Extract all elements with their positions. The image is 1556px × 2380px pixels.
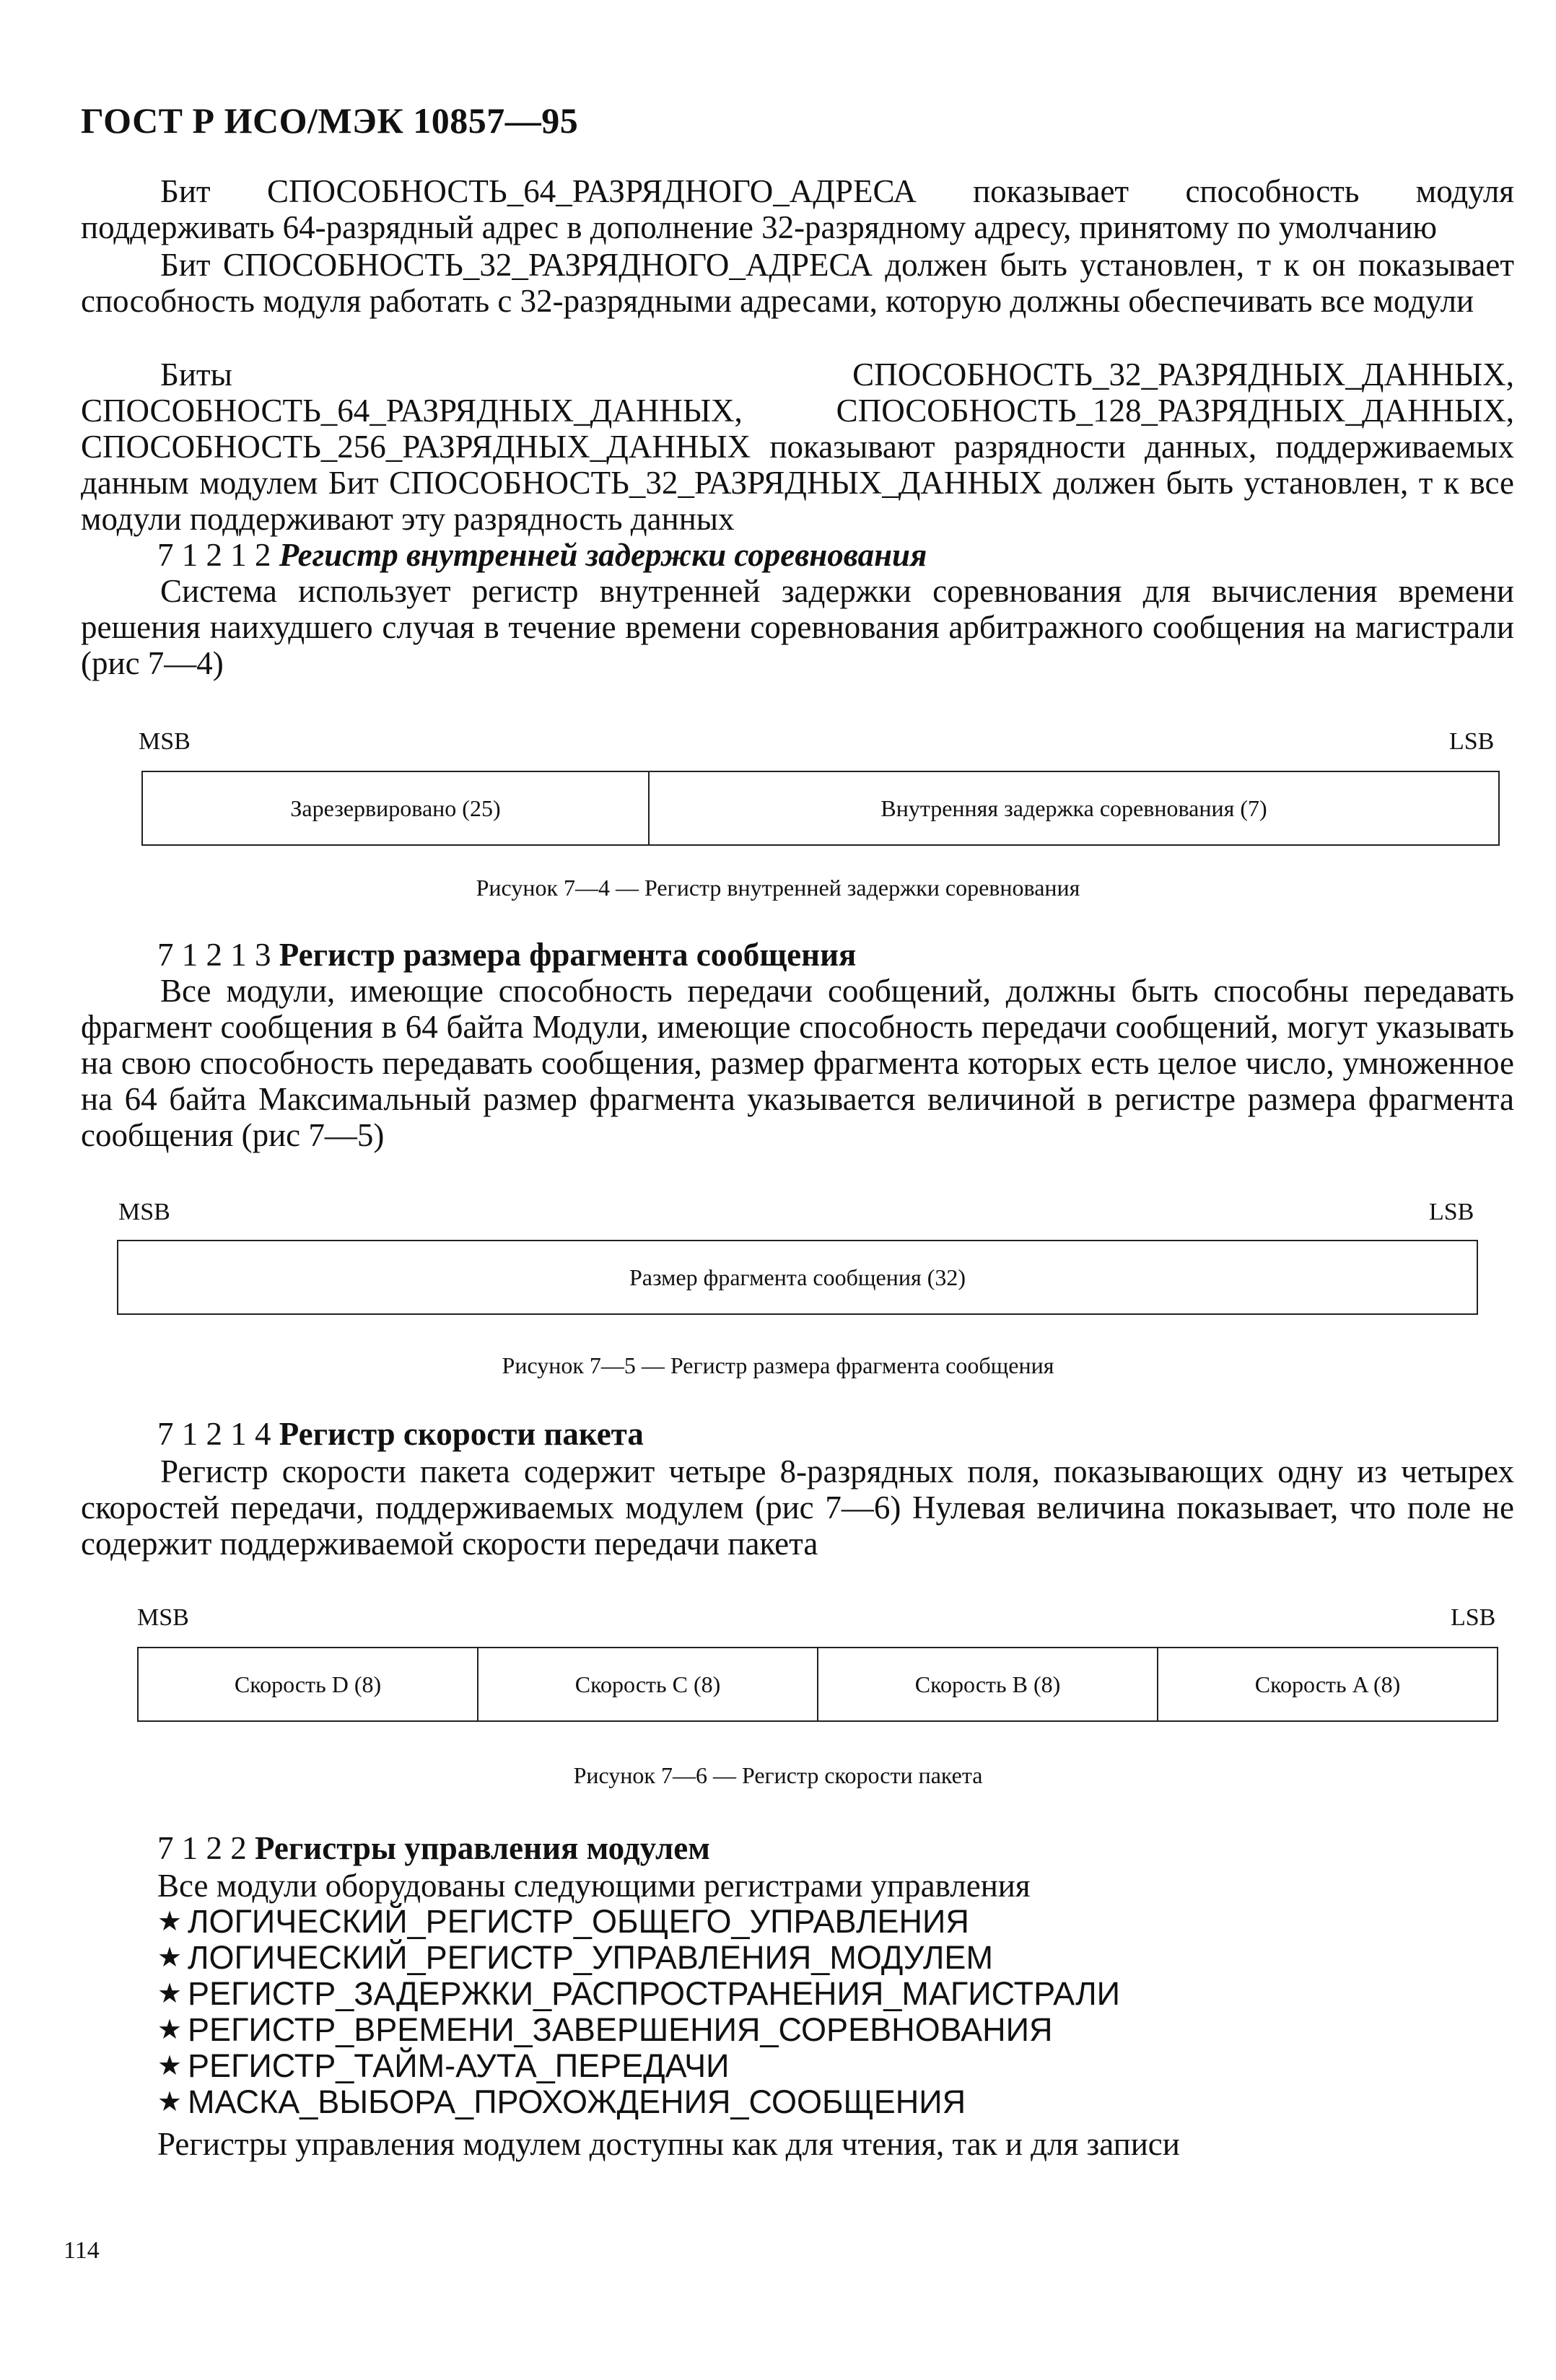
msb-label: MSB (118, 1199, 170, 1225)
list-item-label: МАСКА_ВЫБОРА_ПРОХОЖДЕНИЯ_СООБЩЕНИЯ (188, 2083, 966, 2120)
register-field-fragment-size: Размер фрагмента сообщения (32) (629, 1264, 966, 1290)
paragraph-fragment-size: Все модули, имеющие способность передачи сообщений, должны быть способны передавать фрагмент сообщения в 64 байта Модули, имеющие способность передачи сообщений, могут указывать на свою способность передавать сообщения, размер фрагмента которых есть целое число, умноженное на 64 байта Максимальный размер фрагмента указывается величиной в регистре размера фрагмента сообщения (рис 7—5) (81, 973, 1514, 1153)
register-field-speed-a: Скорость A (8) (1254, 1671, 1401, 1697)
lsb-label: LSB (1449, 728, 1495, 755)
list-item (157, 2048, 1120, 2084)
list-item (157, 1940, 1120, 1976)
register-figure-7-6 (137, 1647, 1498, 1722)
heading-title: Регистр скорости пакета (279, 1416, 644, 1452)
star-icon: ★ (157, 2087, 183, 2117)
document-header: ГОСТ Р ИСО/МЭК 10857—95 (81, 100, 579, 141)
register-field-speed-b: Скорость B (8) (818, 1648, 1158, 1720)
list-item-label: ЛОГИЧЕСКИЙ_РЕГИСТР_ОБЩЕГО_УПРАВЛЕНИЯ (188, 1903, 969, 1940)
page-number: 114 (64, 2237, 100, 2264)
lsb-label: LSB (1429, 1199, 1474, 1225)
heading-7-1-2-1-2 (157, 537, 927, 573)
register-field-speed-c: Скорость C (8) (478, 1648, 818, 1720)
heading-number: 7 1 2 1 2 (157, 537, 271, 573)
figure-caption-7-4: Рисунок 7—4 — Регистр внутренней задержки соревнования (476, 875, 1080, 901)
star-icon: ★ (157, 2015, 183, 2045)
register-figure-7-4 (141, 771, 1500, 846)
paragraph-register-access: Регистры управления модулем доступны как для чтения, так и для записи (157, 2126, 1180, 2162)
heading-7-1-2-1-3 (157, 937, 856, 973)
paragraph-data-widths: Биты СПОСОБНОСТЬ_32_РАЗРЯДНЫХ_ДАННЫХ, СПОСОБНОСТЬ_64_РАЗРЯДНЫХ_ДАННЫХ, СПОСОБНОСТЬ_128_РАЗРЯДНЫХ_ДАННЫХ, СПОСОБНОСТЬ_256_РАЗРЯДНЫХ_ДАННЫХ показывают разрядности данных, поддерживаемых данным модулем Бит СПОСОБНОСТЬ_32_РАЗРЯДНЫХ_ДАННЫХ должен быть установлен, т к все модули поддерживают эту разрядность данных (81, 356, 1514, 537)
star-icon: ★ (157, 1907, 183, 1937)
star-icon: ★ (157, 1943, 183, 1973)
list-item-label: ЛОГИЧЕСКИЙ_РЕГИСТР_УПРАВЛЕНИЯ_МОДУЛЕМ (188, 1939, 993, 1976)
msb-label: MSB (137, 1604, 189, 1631)
lsb-label: LSB (1451, 1604, 1496, 1631)
paragraph-32bit-address: Бит СПОСОБНОСТЬ_32_РАЗРЯДНОГО_АДРЕСА должен быть установлен, т к он показывает способность модуля работать с 32-разрядными адресами, которую должны обеспечивать все модули (81, 247, 1514, 319)
star-icon: ★ (157, 2051, 183, 2081)
heading-7-1-2-1-4 (157, 1416, 644, 1452)
register-figure-7-5 (117, 1240, 1478, 1315)
heading-number: 7 1 2 2 (157, 1830, 247, 1866)
list-item (157, 2012, 1120, 2048)
register-field-reserved: Зарезервировано (25) (143, 772, 650, 844)
list-item-label: РЕГИСТР_ЗАДЕРЖКИ_РАСПРОСТРАНЕНИЯ_МАГИСТРАЛИ (188, 1975, 1120, 2012)
heading-title: Регистр размера фрагмента сообщения (279, 937, 857, 973)
list-item-label: РЕГИСТР_ВРЕМЕНИ_ЗАВЕРШЕНИЯ_СОРЕВНОВАНИЯ (188, 2011, 1053, 2048)
msb-label: MSB (139, 728, 191, 755)
figure-caption-7-6: Рисунок 7—6 — Регистр скорости пакета (573, 1762, 983, 1788)
register-field-speed-d: Скорость D (8) (139, 1648, 478, 1720)
list-item (157, 1904, 1120, 1940)
heading-title: Регистры управления модулем (255, 1830, 710, 1866)
register-field-contention-delay: Внутренняя задержка соревнования (7) (880, 795, 1267, 821)
heading-title: Регистр внутренней задержки соревнования (279, 537, 927, 573)
list-item-label: РЕГИСТР_ТАЙМ-АУТА_ПЕРЕДАЧИ (188, 2047, 730, 2084)
figure-caption-7-5: Рисунок 7—5 — Регистр размера фрагмента сообщения (502, 1352, 1054, 1378)
heading-7-1-2-2 (157, 1830, 710, 1866)
paragraph-control-registers: Все модули оборудованы следующими регистрами управления (157, 1868, 1031, 1904)
paragraph-64bit-address: Бит СПОСОБНОСТЬ_64_РАЗРЯДНОГО_АДРЕСА показывает способность модуля поддерживать 64-разрядный адрес в дополнение 32-разрядному адресу, принятому по умолчанию (81, 173, 1514, 245)
control-register-list (157, 1904, 1120, 2120)
paragraph-packet-speed: Регистр скорости пакета содержит четыре 8-разрядных поля, показывающих одну из четырех скоростей передачи, поддерживаемых модулем (рис 7—6) Нулевая величина показывает, что поле не содержит поддерживаемой скорости передачи пакета (81, 1453, 1514, 1562)
heading-number: 7 1 2 1 3 (157, 937, 271, 973)
heading-number: 7 1 2 1 4 (157, 1416, 271, 1452)
list-item (157, 2084, 1120, 2120)
list-item (157, 1976, 1120, 2012)
star-icon: ★ (157, 1979, 183, 2009)
paragraph-contention-delay: Система использует регистр внутренней задержки соревнования для вычисления времени решения наихудшего случая в течение времени соревнования арбитражного сообщения на магистрали (рис 7—4) (81, 573, 1514, 681)
